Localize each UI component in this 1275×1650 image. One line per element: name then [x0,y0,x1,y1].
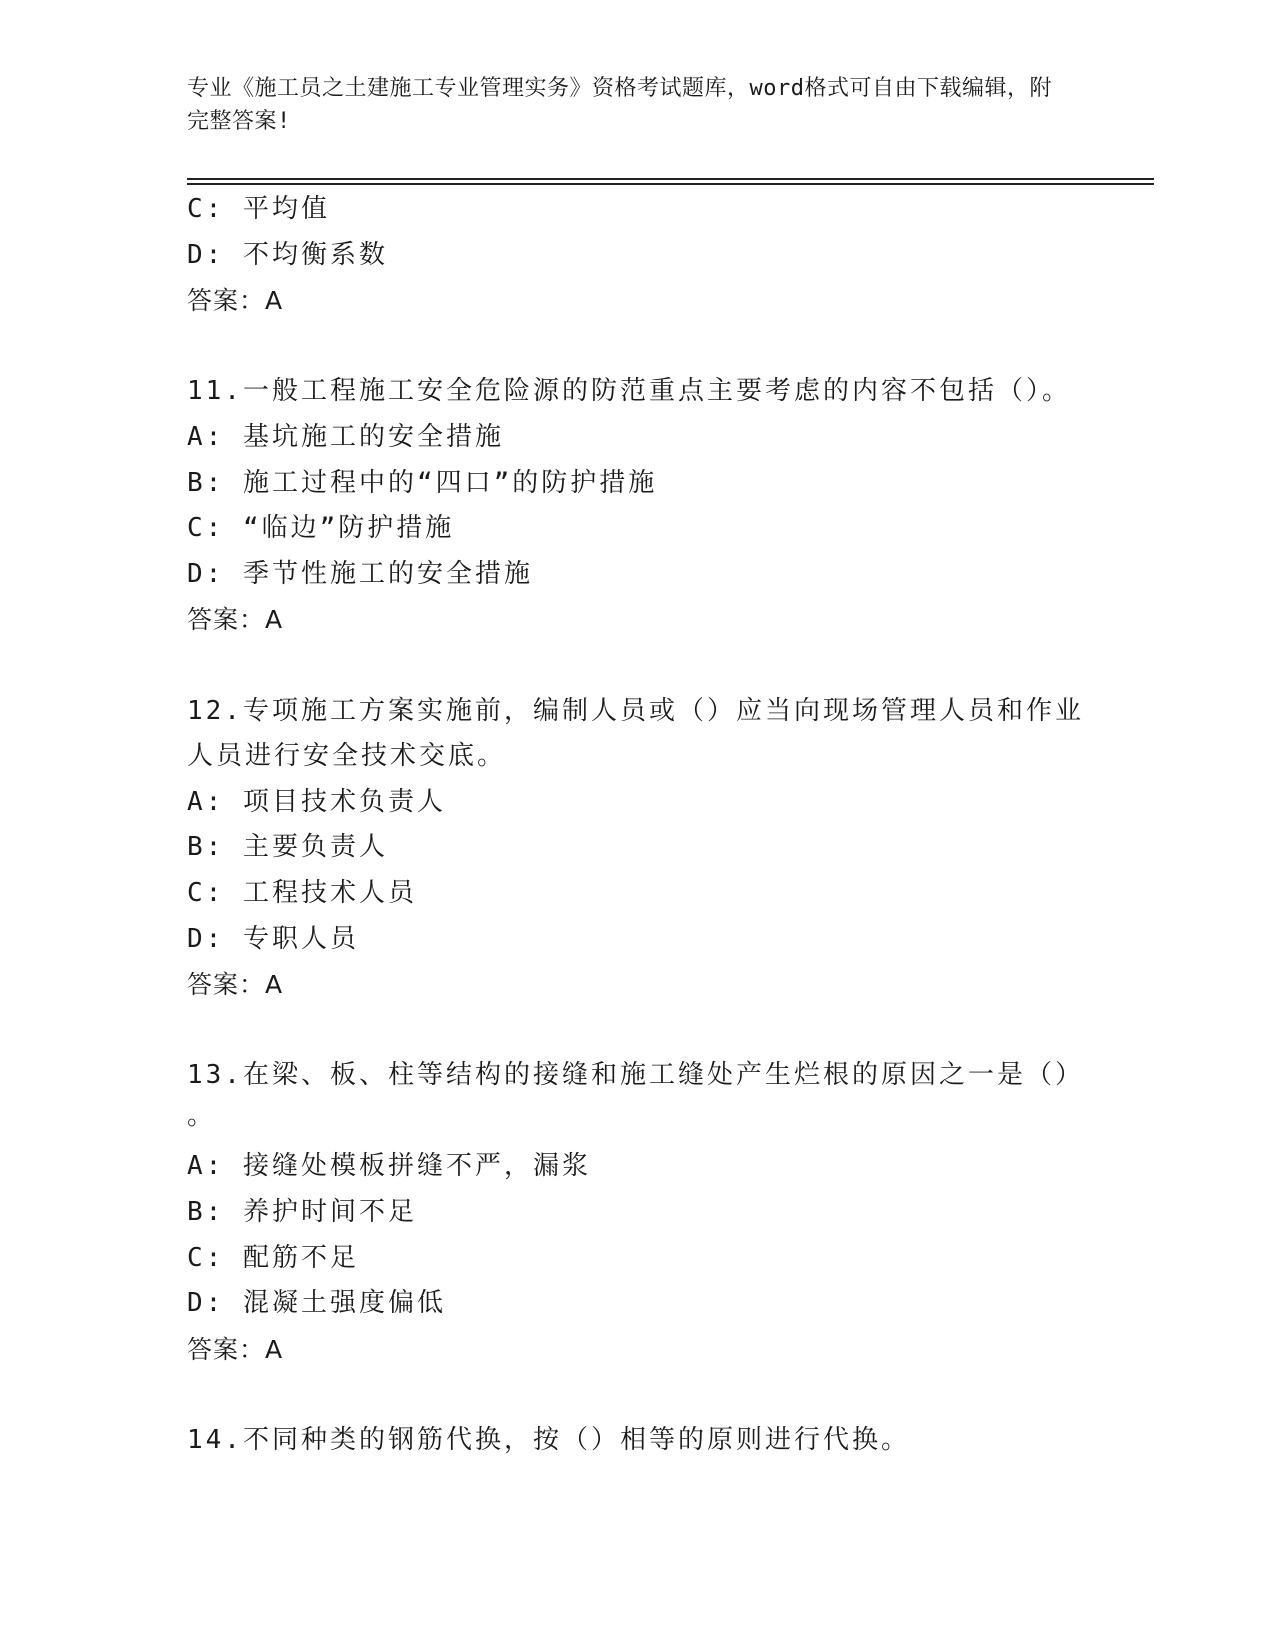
option-c [187,1236,1087,1282]
option-text: 工程技术人员 [242,877,417,908]
option-text: 项目技术负责人 [242,786,446,817]
option-a [187,1144,1087,1190]
answer-line: 答案：A [187,286,284,316]
spacer [187,643,1087,689]
option-label: A: [187,786,225,817]
option-a [187,415,1087,461]
option-label: C: [187,877,225,908]
option-c [187,871,1087,917]
header-text: 专业《施工员之土建施工专业管理实务》资格考试题库，word格式可自由下载编辑，附完整答案! [187,76,1052,134]
option-label: C: [187,513,225,544]
option-text: 施工过程中的“四口”的防护措施 [242,467,658,498]
option-text: 接缝处模板拼缝不严，漏浆 [242,1151,591,1182]
option-text: 基坑施工的安全措施 [242,421,504,452]
option-label: D: [187,923,225,954]
answer-line: 答案：A [187,605,284,635]
question-14-stem: 14.不同种类的钢筋代换，按（）相等的原则进行代换。 [187,1425,910,1456]
question-12-stem-cont: 人员进行安全技术交底。 [187,741,507,772]
option-label: D: [187,239,225,270]
option-label: B: [187,467,225,498]
option-text: 季节性施工的安全措施 [242,558,533,589]
option-b [187,461,1087,507]
option-d [187,552,1087,598]
question-11-stem: 11.一般工程施工安全危险源的防范重点主要考虑的内容不包括（）。 [187,376,1071,407]
option-a [187,780,1087,826]
question-13-stem-cont: 。 [187,1100,217,1131]
option-label: A: [187,1151,225,1182]
question-12-stem: 12.专项施工方案实施前，编制人员或（）应当向现场管理人员和作业 [187,695,1084,726]
question-list [187,187,1087,1464]
option-text: 养护时间不足 [242,1197,417,1228]
question-13-stem: 13.在梁、板、柱等结构的接缝和施工缝处产生烂根的原因之一是（） [187,1060,1084,1091]
option-b [187,825,1087,871]
option-label: A: [187,421,225,452]
spacer [187,1008,1087,1054]
option-d [187,917,1087,963]
option-text: 混凝土强度偏低 [242,1288,446,1319]
option-d [187,233,1087,279]
option-text: 不均衡系数 [242,239,388,270]
option-text: 平均值 [242,194,330,224]
answer-line: 答案：A [187,1334,284,1364]
option-text: 专职人员 [242,923,359,954]
option-label: C: [187,194,225,224]
page-header [187,72,1067,138]
option-label: C: [187,1242,225,1273]
option-text: “临边”防护措施 [242,513,455,544]
option-d [187,1281,1087,1327]
option-label: D: [187,558,225,589]
option-label: B: [187,832,225,863]
option-text: 配筋不足 [242,1242,359,1273]
option-b [187,1190,1087,1236]
option-text: 主要负责人 [242,832,388,863]
option-label: D: [187,1288,225,1319]
option-label: B: [187,1197,225,1228]
answer-line: 答案：A [187,970,284,1000]
spacer [187,1372,1087,1418]
option-c [187,187,1087,233]
spacer [187,324,1087,370]
header-rule-bottom [187,183,1154,185]
option-c [187,506,1087,552]
header-rule-top [187,178,1154,180]
